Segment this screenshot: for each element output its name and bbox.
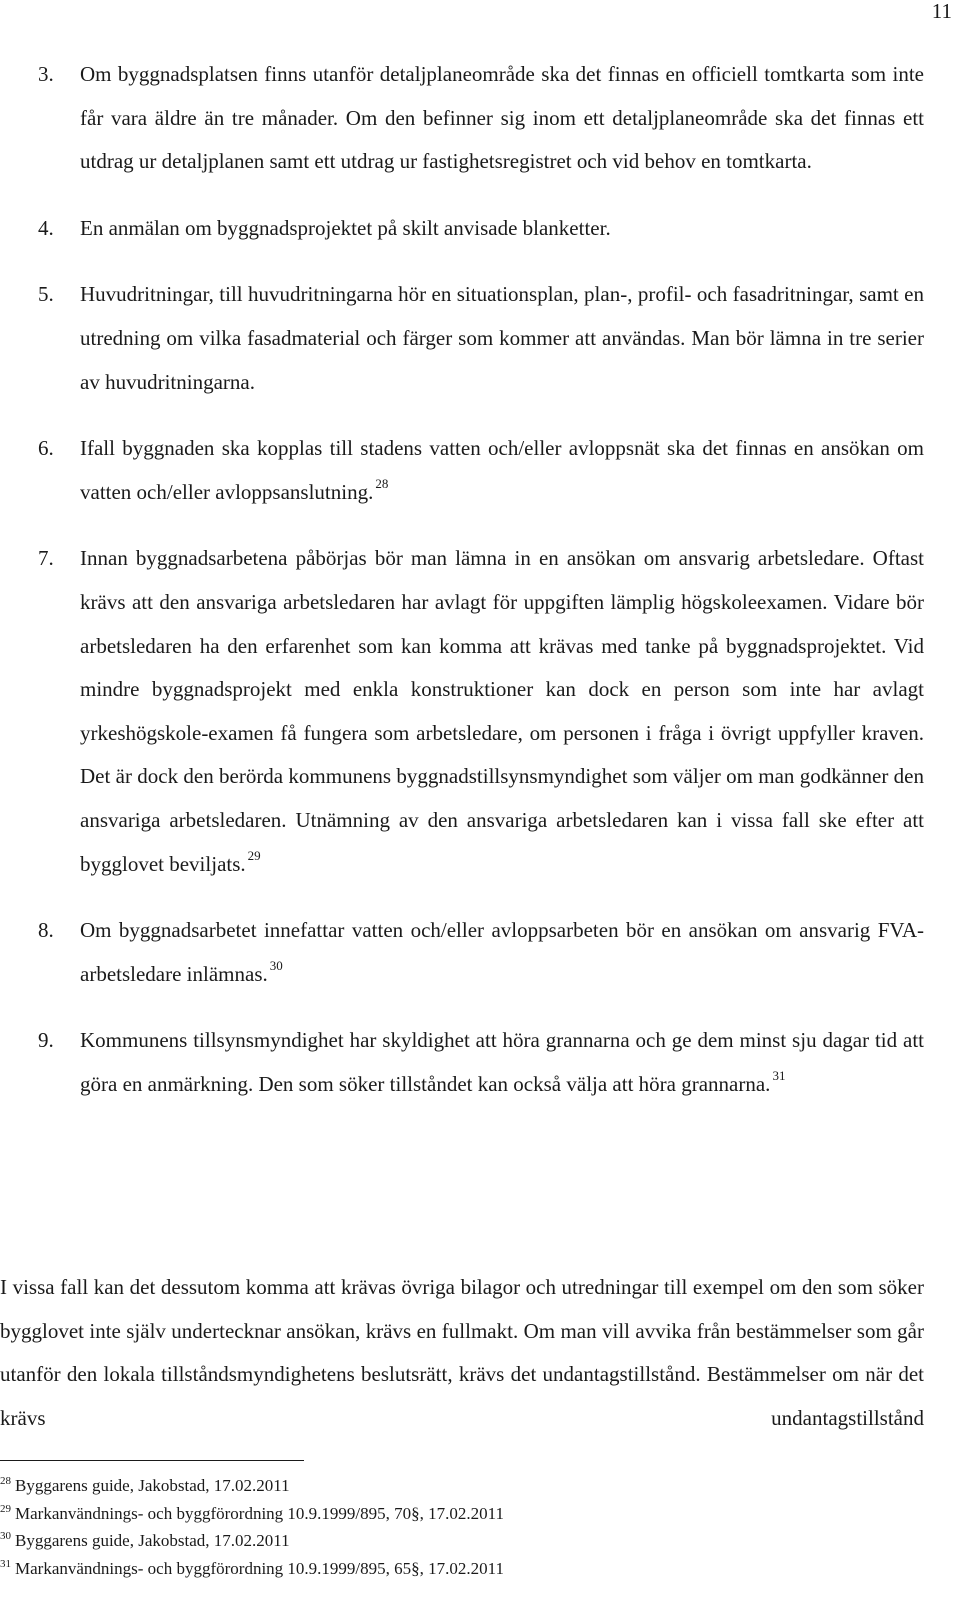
footnote-reference: 30	[269, 957, 283, 973]
list-item-number: 7.	[38, 546, 54, 571]
footnote-text: Byggarens guide, Jakobstad, 17.02.2011	[15, 1531, 290, 1550]
list-item-text: Om byggnadsplatsen finns utanför detaljplaneområde ska det finnas en officiell tomtkarta som inte får vara äldre än tre månader. Om den befinner sig inom ett detaljplaneområde ska det finnas ett utdrag ur detaljplanen samt ett utdrag ur fastighetsregistret och vid behov en tomtkarta.	[80, 62, 924, 174]
list-item	[0, 1019, 960, 1106]
list-item-number: 9.	[38, 1028, 54, 1053]
footnote-number: 30	[0, 1530, 11, 1542]
body-paragraph: I vissa fall kan det dessutom komma att krävas övriga bilagor och utredningar till exempel om den som söker bygglovet inte själv undertecknar ansökan, krävs en fullmakt. Om man vill avvika från bestämmelser som går utanför den lokala tillståndsmyndighetens beslutsrätt, krävs det undantagstillstånd. Bestämmelser om när det krävs undantagstillstånd	[0, 1275, 924, 1430]
list-item	[0, 537, 960, 886]
list-item-text: Ifall byggnaden ska kopplas till stadens vatten och/eller avloppsnät ska det finnas en ansökan om vatten och/eller avloppsanslutning.	[80, 436, 924, 504]
footnote	[0, 1525, 900, 1553]
list-item	[0, 909, 960, 996]
footnote-reference: 29	[247, 847, 261, 863]
requirements-list	[0, 53, 960, 1106]
footnote	[0, 1498, 900, 1526]
list-item-number: 4.	[38, 215, 54, 240]
footnote-number: 31	[0, 1557, 11, 1570]
footnote	[0, 1470, 900, 1498]
list-item-number: 3.	[38, 62, 54, 86]
page-number: 11	[931, 0, 952, 23]
footnote-number: 28	[0, 1475, 11, 1487]
list-item-number: 5.	[38, 282, 54, 307]
list-item-number: 6.	[38, 436, 54, 461]
footnote-text: Byggarens guide, Jakobstad, 17.02.2011	[15, 1476, 290, 1495]
list-item-text: Huvudritningar, till huvudritningarna hör en situationsplan, plan-, profil- och fasadritningar, samt en utredning om vilka fasadmaterial och färger som kommer att användas. Man bör lämna in tre serier av huvudritningarna.	[80, 282, 924, 394]
footnotes	[0, 1470, 900, 1580]
footnote-text: Markanvändnings- och byggförordning 10.9.1999/895, 65§, 17.02.2011	[15, 1558, 505, 1578]
footnote-number: 29	[0, 1502, 11, 1515]
footnote-reference: 31	[772, 1067, 786, 1083]
footnote-reference: 28	[375, 475, 389, 491]
list-item-text: Kommunens tillsynsmyndighet har skyldighet att höra grannarna och ge dem minst sju dagar tid att göra en anmärkning. Den som söker tillståndet kan också välja att höra grannarna.	[80, 1028, 924, 1096]
list-item	[0, 53, 960, 184]
list-item	[0, 427, 960, 514]
list-item-number: 8.	[38, 918, 54, 943]
list-item-text: En anmälan om byggnadsprojektet på skilt anvisade blanketter.	[80, 215, 611, 240]
footnote	[0, 1553, 900, 1581]
footnote-divider	[0, 1460, 304, 1461]
list-item-text: Om byggnadsarbetet innefattar vatten och/eller avloppsarbeten bör en ansökan om ansvarig FVA-arbetsledare inlämnas.	[80, 918, 924, 986]
list-item-text: Innan byggnadsarbetena påbörjas bör man lämna in en ansökan om ansvarig arbetsledare. Oftast krävs att den ansvariga arbetsledaren har avlagt för uppgiften lämplig högskoleexamen. Vidare bör arbetsledaren ha den erfarenhet som kan komma att krävas med tanke på byggnadsprojektet. Vid mindre byggnadsprojekt med enkla konstruktioner kan dock en person som inte har avlagt yrkeshögskole-examen få fungera som arbetsledare, om personen i fråga i övrigt uppfyller kraven. Det är dock den berörda kommunens byggnadstillsynsmyndighet som väljer om man godkänner den ansvariga arbetsledaren. Utnämning av den ansvariga arbetsledaren kan i vissa fall ske efter att bygglovet beviljats.	[80, 546, 924, 876]
footnote-text: Markanvändnings- och byggförordning 10.9.1999/895, 70§, 17.02.2011	[15, 1503, 505, 1523]
list-item	[0, 207, 960, 251]
list-item	[0, 273, 960, 404]
